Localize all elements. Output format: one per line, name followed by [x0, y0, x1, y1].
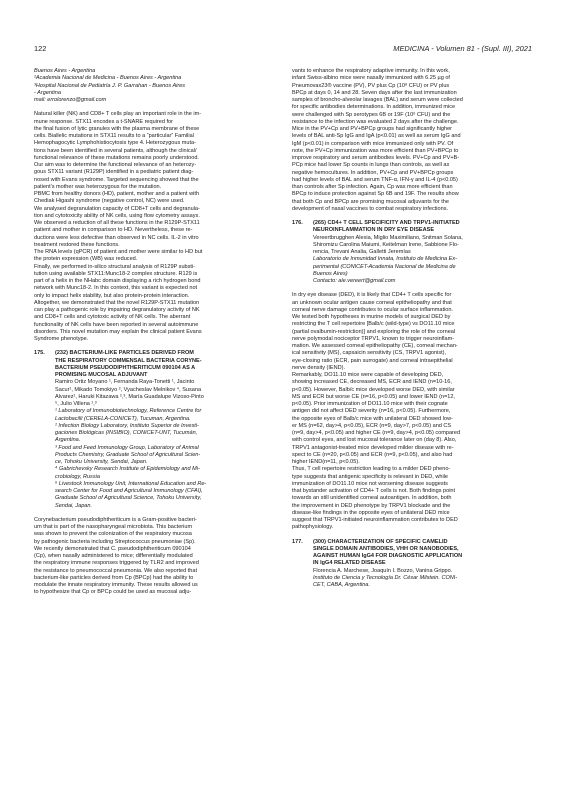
abstract-body	[34, 517, 274, 597]
text-line: that both Cp and BPCp are promising mucosal adjuvants for the	[292, 198, 449, 205]
text-line: ²Academia Nacional de Medicina - Buenos Aires - Argentina	[34, 75, 182, 82]
text-line: type suggests that antigenic specificity is relevant in DED, while	[292, 473, 449, 480]
text-line: Hemophagocytic Lymphohistiocytosis type 4. Heterozygous muta-	[34, 140, 196, 147]
text-line: (300) CHARACTERIZATION OF SPECIFIC CAMELID	[313, 538, 448, 545]
abstract-number: 175.	[34, 350, 45, 357]
text-line: vants to enhance the respiratory adaptive immunity. In this work,	[292, 68, 450, 74]
text-line: Mice in the PV+Cp and PV+BPCp groups had significantly higher	[292, 126, 453, 132]
text-line: ⁵ Livestock Immunology Unit, International Education and Re-	[55, 480, 207, 487]
text-line: MS and ECR but worse CE (n=16, p<0.05) and lower IEND (n=12,	[292, 393, 455, 400]
journal-title: MEDICINA - Volumen 81 - (Supl. III), 2021	[393, 44, 532, 53]
text-line: Products Chemistry, Graduate School of Agricultural Scien-	[55, 451, 201, 458]
text-line: mune response. STX11 encodes a t-SNARE required for	[34, 118, 173, 125]
text-line: suggest that TRPV1-initiated neuroinflammation contributes to DED	[292, 517, 458, 523]
text-line: (n=9, day>4, p<0.05) and higher CE (n=9, day>4, p<0.05) compared	[292, 430, 461, 436]
text-line: Alvarez¹, Haruki Kitazawa ²,³, María Guadalupe Vizoso-Pinto	[55, 393, 204, 400]
text-line: Thus, T cell repertoire restriction leading to a milder DED pheno-	[292, 466, 451, 473]
text-line: bacterium-like particles derived from Cp (BPCp) had the ability to	[34, 574, 194, 581]
text-line: nosed with Evans syndrome. Targeted sequencing showed that the	[34, 176, 199, 183]
text-line: ⁴ Gabrichevsky Research Institute of Epidemiology and Mi-	[55, 466, 200, 473]
text-line: patient's mother was heterozygous for the mutation.	[34, 183, 162, 190]
text-line: Remarkably, DO11.10 mice were capable of developing DED,	[292, 372, 444, 378]
author-list	[34, 379, 274, 408]
abstract-title	[313, 220, 460, 235]
text-line: gaciones Biológicas (INSIBIO), CONICET-UNT, Tucumán,	[55, 430, 198, 436]
text-line: only to impact helix stability, but also protein-protein interaction.	[34, 292, 190, 299]
text-line: BACTERIUM PSEUDODIPHTHERITICUM 090104 AS A	[55, 364, 196, 371]
text-line: Sacur¹, Mikado Tomokiyo ², Vyacheslav Melnikov ⁴, Susana	[55, 386, 202, 393]
text-line: IN IgG4 RELATED DISEASE	[313, 560, 386, 567]
text-line: levels of BAL anti-Sp IgG and IgA (p<0.01) as well as serum IgG and	[292, 133, 461, 140]
text-line: to hypothesize that Cp or BPCp could be used as mucosal adju-	[34, 589, 192, 596]
text-line: functionality of NK cells have been reported in several autoimmune	[34, 321, 199, 328]
text-line: towards an still unidentified corneal autoantigen. In addition, both	[292, 495, 452, 502]
text-line: rencia, Trevani Analia, Galletti Jeremías	[313, 249, 411, 255]
text-line: the opposite eyes of Balb/c mice with unilateral DED showed low-	[292, 415, 453, 422]
text-line: Vereertbrugghen Alexia, Miglio Maximiliano, Snitman Solana,	[313, 234, 463, 241]
text-line: Our aim was to determine the functional relevance of an heterozy-	[34, 162, 197, 168]
text-line: gous STX11 variant (R129P) identified in a pediatric patient diag-	[34, 169, 194, 176]
text-line: crobiology, Russia	[55, 473, 100, 480]
text-line: network with Munc18-2. In this context, this variant is expected not	[34, 285, 198, 292]
text-line: tution using available STX11:Munc18-2 complex structure. R129 is	[34, 270, 198, 277]
text-line: (Cp), when nasally administered to mice; differentially modulated	[34, 553, 193, 559]
text-line: (partial ovalbumin-restriction)] and exploring the role of the corneal	[292, 328, 456, 335]
text-line: NEUROINFLAMMATION IN DRY EYE DISEASE	[313, 227, 435, 234]
text-line: Buenos Aires - Argentina	[34, 68, 96, 74]
text-line: (265) CD4+ T CELL SPECIFICITY AND TRPV1-INITIATED	[313, 220, 460, 226]
text-line: IgM (p<0.01) in comparison with mice immunized only with PV. Of	[292, 140, 454, 147]
text-line: resistance to the infection was evaluated 2 days after the challenge.	[292, 118, 459, 125]
text-line: Contacto: ale.vereert@gmail.com	[313, 278, 396, 284]
text-line: was shown to prevent the colonization of the respiratory mucosa	[34, 531, 192, 538]
abstract-heading-175	[34, 350, 274, 379]
text-line: antigen did not affect DED severity (n=16, p<0.05). Furthermore,	[292, 408, 451, 415]
text-line: We observed a reduction of all these functions in the R129P-STX11	[34, 220, 200, 226]
text-line: had higher levels of BAL and serum TNF-α, IFN-γ and IL-4 (p<0.05)	[292, 176, 458, 183]
text-line: THE RESPIRATORY COMMENSAL BACTERIA CORYNE-	[55, 357, 202, 364]
text-line: mail: errolorenzo@gmail.com	[34, 97, 107, 103]
affiliation-list	[292, 256, 532, 285]
text-line: PROMISING MUCOSAL ADJUVANT	[55, 372, 148, 378]
affiliation-list	[34, 408, 274, 510]
author-list	[292, 568, 532, 575]
text-line: tions have been identified in several patients, although the clinical/	[34, 147, 197, 154]
text-line: ³ Food and Feed Immunology Group, Laboratory of Animal	[55, 444, 199, 451]
author-list	[292, 235, 532, 257]
text-line: SINGLE DOMAIN ANTIBODIES, VHH OR NANOBODIES,	[313, 545, 459, 552]
text-line: cells. Biallelic mutations in STX11 results to a “particular” Familial	[34, 133, 194, 139]
text-line: spect to CE (n=20, p<0.05) and ECR (n=9, p<0.05), and also had	[292, 451, 453, 458]
text-line: that bystander activation of CD4+ T cells is not. Both findings point	[292, 488, 456, 494]
text-line: were challenged with Sp serotypes 6B or 19F (10⁶ CFU) and the	[292, 111, 451, 118]
abstract-heading-176	[292, 220, 532, 235]
text-line: ical sensitivity (MS), capsaicin sensitivity (CS, TRPV1 agonist),	[292, 350, 447, 357]
text-line: perimental (CONICET-Academia Nacional de Medicina de	[313, 263, 456, 270]
text-line: (232) BACTERIUM-LIKE PARTICLES DERIVED FROM	[55, 350, 194, 357]
abstract-title	[313, 539, 462, 568]
text-line: ⁵, Julio Villena ¹,³	[55, 401, 97, 407]
text-line: Argentina.	[55, 437, 81, 444]
text-line: note, the PV+Cp immunization was more efficient than PV+BPCp to	[292, 147, 459, 154]
abstract-body	[292, 68, 532, 213]
text-line: the resistance to pneumococcal pneumonia. We also reported that	[34, 567, 198, 574]
text-line: We recently demonstrated that C. pseudodiphtheriticum 090104	[34, 545, 191, 552]
abstract-number: 176.	[292, 220, 303, 226]
text-line: disorders. This novel mutation may explain the clinical patient Evans	[34, 328, 202, 335]
text-line: patient and mother in comparison to HD. Nevertheless, these re-	[34, 227, 193, 234]
text-line: Shiromizu Carolina Maiumi, Keitelman Irene, Sabbione Flo-	[313, 241, 459, 248]
abstract-body	[34, 111, 274, 343]
text-line: Florencia A. Marchese, Joaquín I. Bozzo, Vanina Grippo.	[313, 567, 453, 574]
abstract-title	[55, 350, 202, 379]
page-number: 122	[34, 44, 47, 53]
text-line: and CD8+T cells and cytotoxic activity of NK cells. The aberrant	[34, 314, 191, 321]
right-column	[292, 68, 532, 589]
abstract-body	[292, 292, 532, 531]
text-line: negative hemocultures. In addition, PV+Cp and PV+BPCp groups	[292, 169, 454, 176]
text-line: tion and cytotoxicity ability of NK cells, using flow cytometry assays.	[34, 212, 200, 219]
text-line: Syndrome phenotype.	[34, 336, 89, 342]
text-line: the respiratory immune responses triggered by TLR2 and improved	[34, 560, 199, 567]
text-line: corneal nerve damage contributes to ocular surface inflammation.	[292, 306, 453, 313]
text-line: ¹ Laboratory of Immunobiotechnology, Reference Centre for	[55, 408, 202, 415]
text-line: Finally, we performed in-silico structural analysis of R129P substi-	[34, 263, 196, 270]
text-line: Chediak Higashi syndrome (negative control, NC) were used.	[34, 198, 185, 205]
abstract-number: 177.	[292, 538, 303, 545]
text-line: We analysed degranulation capacity of CD8+T cells and degranula-	[34, 205, 200, 212]
text-line: PBMC from healthy donors (HD), patient, mother and a patient with	[34, 191, 199, 197]
text-line: with control eyes, and lost mucosal tolerance later on (day 8). Also,	[292, 437, 457, 444]
text-line: Laboratorio de Inmunidad Innata, Instituto de Medicina Ex-	[313, 256, 457, 263]
text-line: AGAINST HUMAN IgG4 FOR DIAGNOSTIC APPLICATION	[313, 553, 463, 559]
text-line: for specific antibodies determinations. In addition, immunized mice	[292, 104, 456, 111]
text-line: BPCp to induce protection against Sp 6B and 19F. The results show	[292, 191, 459, 198]
text-line: TRPV1 antagonist-treated mice developed milder disease with re-	[292, 444, 454, 451]
text-line: the protein expression (WB) was reduced.	[34, 256, 138, 263]
text-line: ce, Tohoku University, Sendai, Japan.	[55, 459, 148, 465]
text-line: p<0.05). Prior immunization of DO11.10 mice with their cognate	[292, 401, 448, 407]
text-line: immunization of DO11.10 mice not worsening disease suggests	[292, 480, 448, 487]
text-line: development of nasal vaccines to combat respiratory infections.	[292, 205, 449, 212]
text-line: We tested both hypotheses in murine models of surgical DED by	[292, 314, 451, 320]
text-line: the improvement in DED phenotype by TRPV1 blockade and the	[292, 502, 451, 509]
text-line: Altogether, we demonstrated that the novel R129P-STX11 mutation	[34, 299, 200, 306]
text-line: nerve polymodal nociceptor TRPV1, known to trigger neuroinflam-	[292, 335, 455, 342]
text-line: CET, CABA, Argentina.	[313, 582, 370, 588]
text-line: can play a pathogenic role by impairing degranulatory activity of NK	[34, 307, 200, 313]
text-line: Pneumovax23® vaccine (PV), PV plus Cp (10⁸ CFU) or PV plus	[292, 82, 450, 89]
text-line: higher IEND(n=11, p<0.05).	[292, 459, 360, 465]
text-line: The RNA levels (qPCR) of patient and mother were similar to HD but	[34, 249, 203, 255]
text-line: part of a helix in the NHabc domain displaying a rich hydrogen bond	[34, 278, 201, 284]
text-line: treatment restored these functions.	[34, 241, 120, 248]
text-line: um that is part of the nasopharyngeal microbiota. This bacterium	[34, 524, 193, 530]
text-line: showing increased CE, decreased MS, ECR and IEND (n=10-16,	[292, 379, 452, 386]
abstract-heading-177	[292, 539, 532, 568]
text-line: Graduate School of Agricultural Science, Tohoku University,	[55, 495, 202, 502]
page-header	[34, 44, 532, 56]
text-line: disease-like findings in the opposite eyes of unilateral DED mice	[292, 509, 450, 516]
text-line: - Argentina	[34, 89, 61, 96]
text-line: eye-closing ratio (ECR, pain surrogate) and corneal intraepithelial	[292, 357, 453, 364]
text-line: er MS (n=62, day>4, p<0.05), ECR (n=9, day>7, p<0.05) and CS	[292, 422, 452, 429]
text-line: ³Hospital Nacional de Pediatría J. P. Garrahan - Buenos Aires	[34, 82, 186, 89]
text-line: Buenos Aires)	[313, 270, 348, 277]
text-line: mation. We assessed corneal epitheliopathy (CE), corneal mechan-	[292, 343, 458, 349]
text-line: improve respiratory and serum antibodies levels. PV+Cp and PV+B-	[292, 155, 460, 161]
text-line: Sendai, Japan.	[55, 502, 93, 509]
text-line: functional relevance of these mutations remains poorly understood.	[34, 154, 199, 161]
affiliation-list	[292, 575, 532, 590]
text-line: the final fusion of lytic granules with the plasma membrane of these	[34, 125, 200, 132]
text-line: search Center for Food and Agricultural Immunology (CFAI),	[55, 488, 203, 494]
text-line: restricting the T cell repertoire [Balb/c (wild-type) vs DO11.10 mice	[292, 321, 455, 328]
text-line: ductions were less defective than observed in NC cells. IL-2 in vitro	[34, 234, 199, 241]
affiliation-block	[34, 68, 274, 104]
text-line: infant Swiss-albino mice were nasally immunized with 6.25 µg of	[292, 75, 450, 82]
text-line: an unknown ocular antigen cause corneal epitheliopathy and that	[292, 299, 452, 306]
text-line: Natural killer (NK) and CD8+ T cells play an important role in the im-	[34, 111, 202, 118]
text-line: Corynebacterium pseudodiphtheriticum is a Gram-positive bacteri-	[34, 516, 197, 523]
text-line: BPCp at days 0, 14 and 28. Seven days after the last immunization	[292, 89, 457, 96]
text-line: Ramiro Ortiz Moyano ¹, Fernanda Raya-Tonetti ¹, Jacinto	[55, 379, 195, 386]
text-line: PCp mice had lower Sp counts in lungs than controls, as well as	[292, 162, 450, 169]
text-line: Instituto de Ciencia y Tecnología Dr. César Milstein. CONI-	[313, 574, 458, 581]
text-line: nerve density (IEND).	[292, 364, 346, 371]
text-line: samples of broncho-alveolar lavages (BAL) and serum were collected	[292, 97, 463, 103]
text-line: In dry eye disease (DED), it is likely that CD4+ T cells specific for	[292, 292, 452, 299]
text-line: Lactobacilli (CERELA-CONICET), Tucuman, Argentina.	[55, 415, 191, 422]
text-line: by pathogenic bacteria including Streptococcus pneumoniae (Sp).	[34, 538, 196, 545]
left-column	[34, 68, 274, 597]
text-line: than controls after Sp infection. Again, Cp was more efficient than	[292, 184, 453, 190]
text-line: pathophysiology.	[292, 524, 334, 531]
text-line: p<0.05). However, Balb/c mice developed worse DED, with similar	[292, 386, 455, 393]
text-line: ² Infection Biology Laboratory, Instituto Superior de Investi-	[55, 422, 199, 429]
text-line: modulate the innate respiratory immunity. These results allowed us	[34, 582, 198, 588]
